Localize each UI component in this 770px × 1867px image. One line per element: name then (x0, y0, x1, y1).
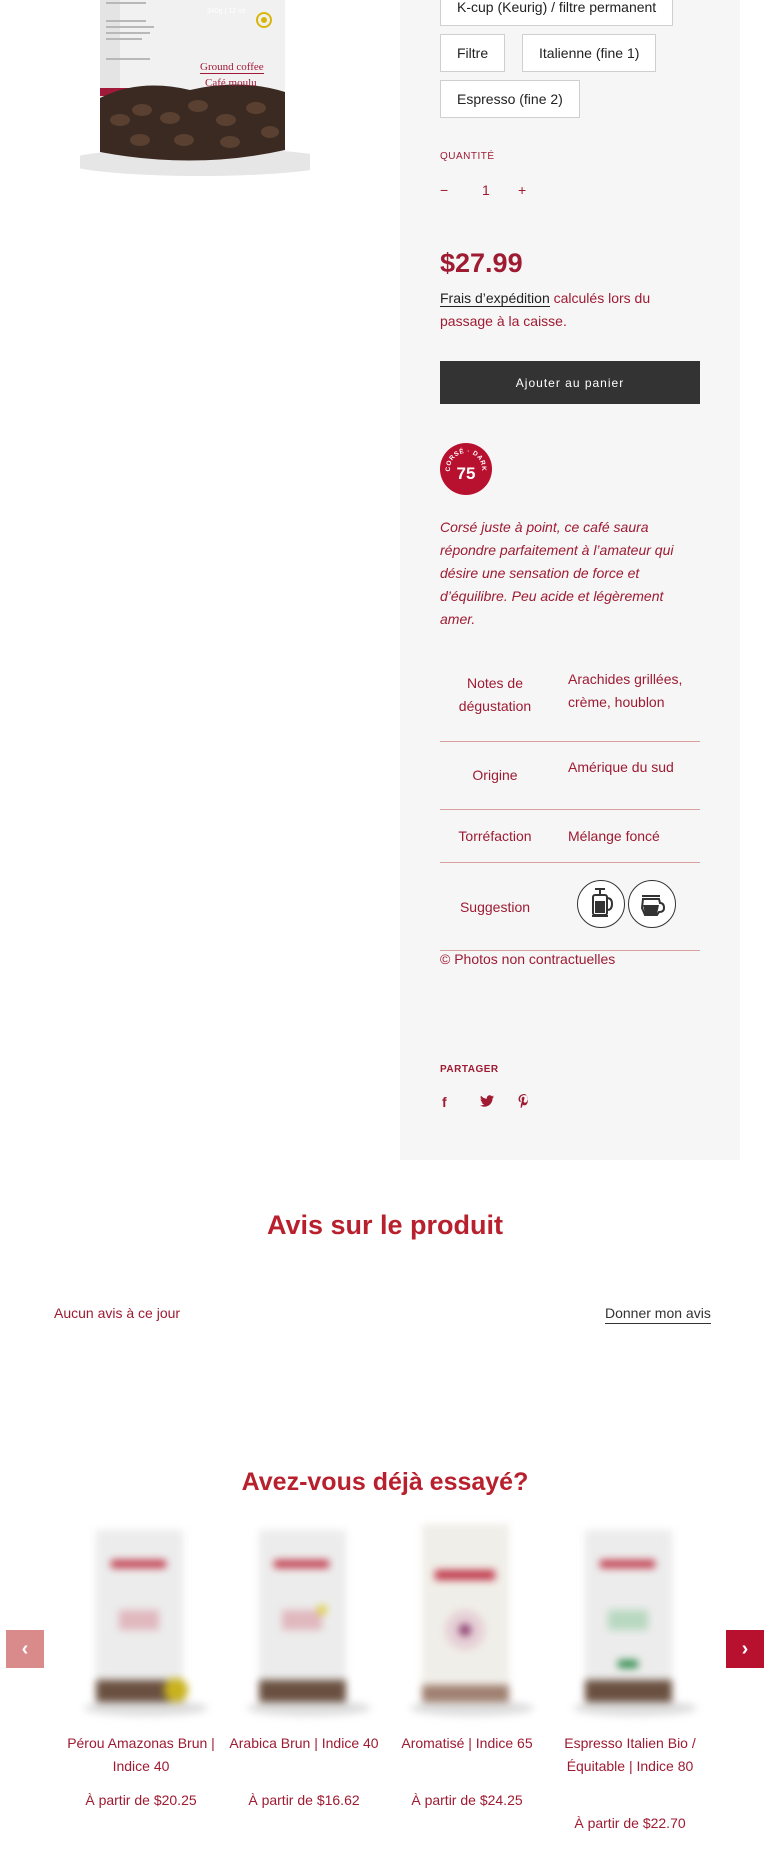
product-price: $27.99 (440, 248, 523, 278)
shipping-note-text: calculés lors du passage à la caisse. (440, 290, 651, 329)
spec-key: Origine (472, 767, 518, 783)
spec-row-origin (440, 742, 700, 810)
facebook-icon[interactable]: f (442, 1094, 447, 1110)
spec-row-tasting-notes (440, 664, 700, 742)
quantity-input[interactable]: 1 (482, 182, 490, 198)
option-italienne[interactable]: Italienne (fine 1) (522, 34, 656, 72)
bag-text-ground-coffee: Ground coffee (200, 61, 264, 73)
spec-key: Torréfaction (458, 828, 532, 844)
chevron-right-icon: › (741, 1638, 749, 1660)
product-description: Corsé juste à point, ce café saura répondre parfaitement à l’amateur qui désire une sensation de force et d’équilibre. Peu acide et légèrement amer. (440, 519, 674, 627)
product-card-image (560, 1520, 700, 1720)
product-details-panel (400, 0, 740, 1160)
spec-row-roast (440, 810, 700, 863)
tried-section-title: Avez-vous déjà essayé? (241, 1468, 529, 1496)
option-espresso[interactable]: Espresso (fine 2) (440, 80, 580, 118)
quantity-label: QUANTITÉ (440, 151, 495, 162)
spec-value: Mélange foncé (568, 828, 660, 844)
product-card-name[interactable]: Aromatisé | Indice 65 (401, 1735, 533, 1751)
option-k-cup[interactable]: K-cup (Keurig) / filtre permanent (440, 0, 673, 26)
product-card-price: À partir de $22.70 (574, 1815, 686, 1831)
reviews-title: Avis sur le produit (266, 1210, 504, 1240)
give-review-link[interactable]: Donner mon avis (605, 1305, 711, 1324)
intensity-badge-icon (440, 443, 492, 495)
coffee-pot-icon (628, 880, 676, 928)
shipping-note (440, 287, 700, 333)
spec-key: Notes de dégustation (458, 675, 532, 714)
product-card-name[interactable]: Arabica Brun | Indice 40 (229, 1735, 379, 1751)
product-card-image (71, 1520, 211, 1720)
intensity-badge (440, 443, 492, 495)
product-card-image (397, 1520, 537, 1720)
spec-value: Amérique du sud (568, 759, 674, 775)
product-card-name[interactable]: Espresso Italien Bio / Équitable | Indice 80 (564, 1735, 696, 1774)
photos-disclaimer: © Photos non contractuelles (440, 951, 616, 967)
intensity-value: 75 (456, 464, 476, 483)
product-card-price: À partir de $24.25 (411, 1792, 523, 1808)
carousel-next-button[interactable] (726, 1630, 764, 1668)
carousel-prev-button[interactable] (6, 1630, 44, 1668)
bag-weight-text: 340g | 12 oz (207, 8, 246, 15)
intensity-badge-arc-text: CORSÉ · DARK (444, 447, 488, 472)
quantity-decrement-button[interactable]: − (440, 182, 449, 198)
share-label: PARTAGER (440, 1064, 499, 1075)
product-image[interactable] (50, 0, 360, 190)
quantity-increment-button[interactable]: + (518, 182, 527, 198)
product-card-name[interactable]: Pérou Amazonas Brun | Indice 40 (67, 1735, 215, 1774)
spec-row-suggestion (440, 863, 700, 951)
spec-key: Suggestion (459, 899, 531, 915)
option-filtre[interactable]: Filtre (440, 34, 505, 72)
french-press-icon (577, 880, 625, 928)
product-card-image (234, 1520, 374, 1720)
no-reviews-text: Aucun avis à ce jour (54, 1305, 181, 1321)
coffee-bag-image (80, 0, 310, 180)
product-card-price: À partir de $16.62 (248, 1792, 360, 1808)
bag-text-cafe-moulu: Café moulu (205, 77, 257, 89)
spec-value: Arachides grillées, crème, houblon (568, 671, 683, 710)
chevron-left-icon: ‹ (21, 1638, 29, 1660)
shipping-link[interactable]: Frais d’expédition (440, 290, 550, 306)
twitter-icon[interactable] (480, 1094, 494, 1110)
product-card-price: À partir de $20.25 (85, 1792, 197, 1808)
pinterest-icon[interactable] (518, 1094, 530, 1111)
add-to-cart-button[interactable]: Ajouter au panier (440, 361, 700, 404)
